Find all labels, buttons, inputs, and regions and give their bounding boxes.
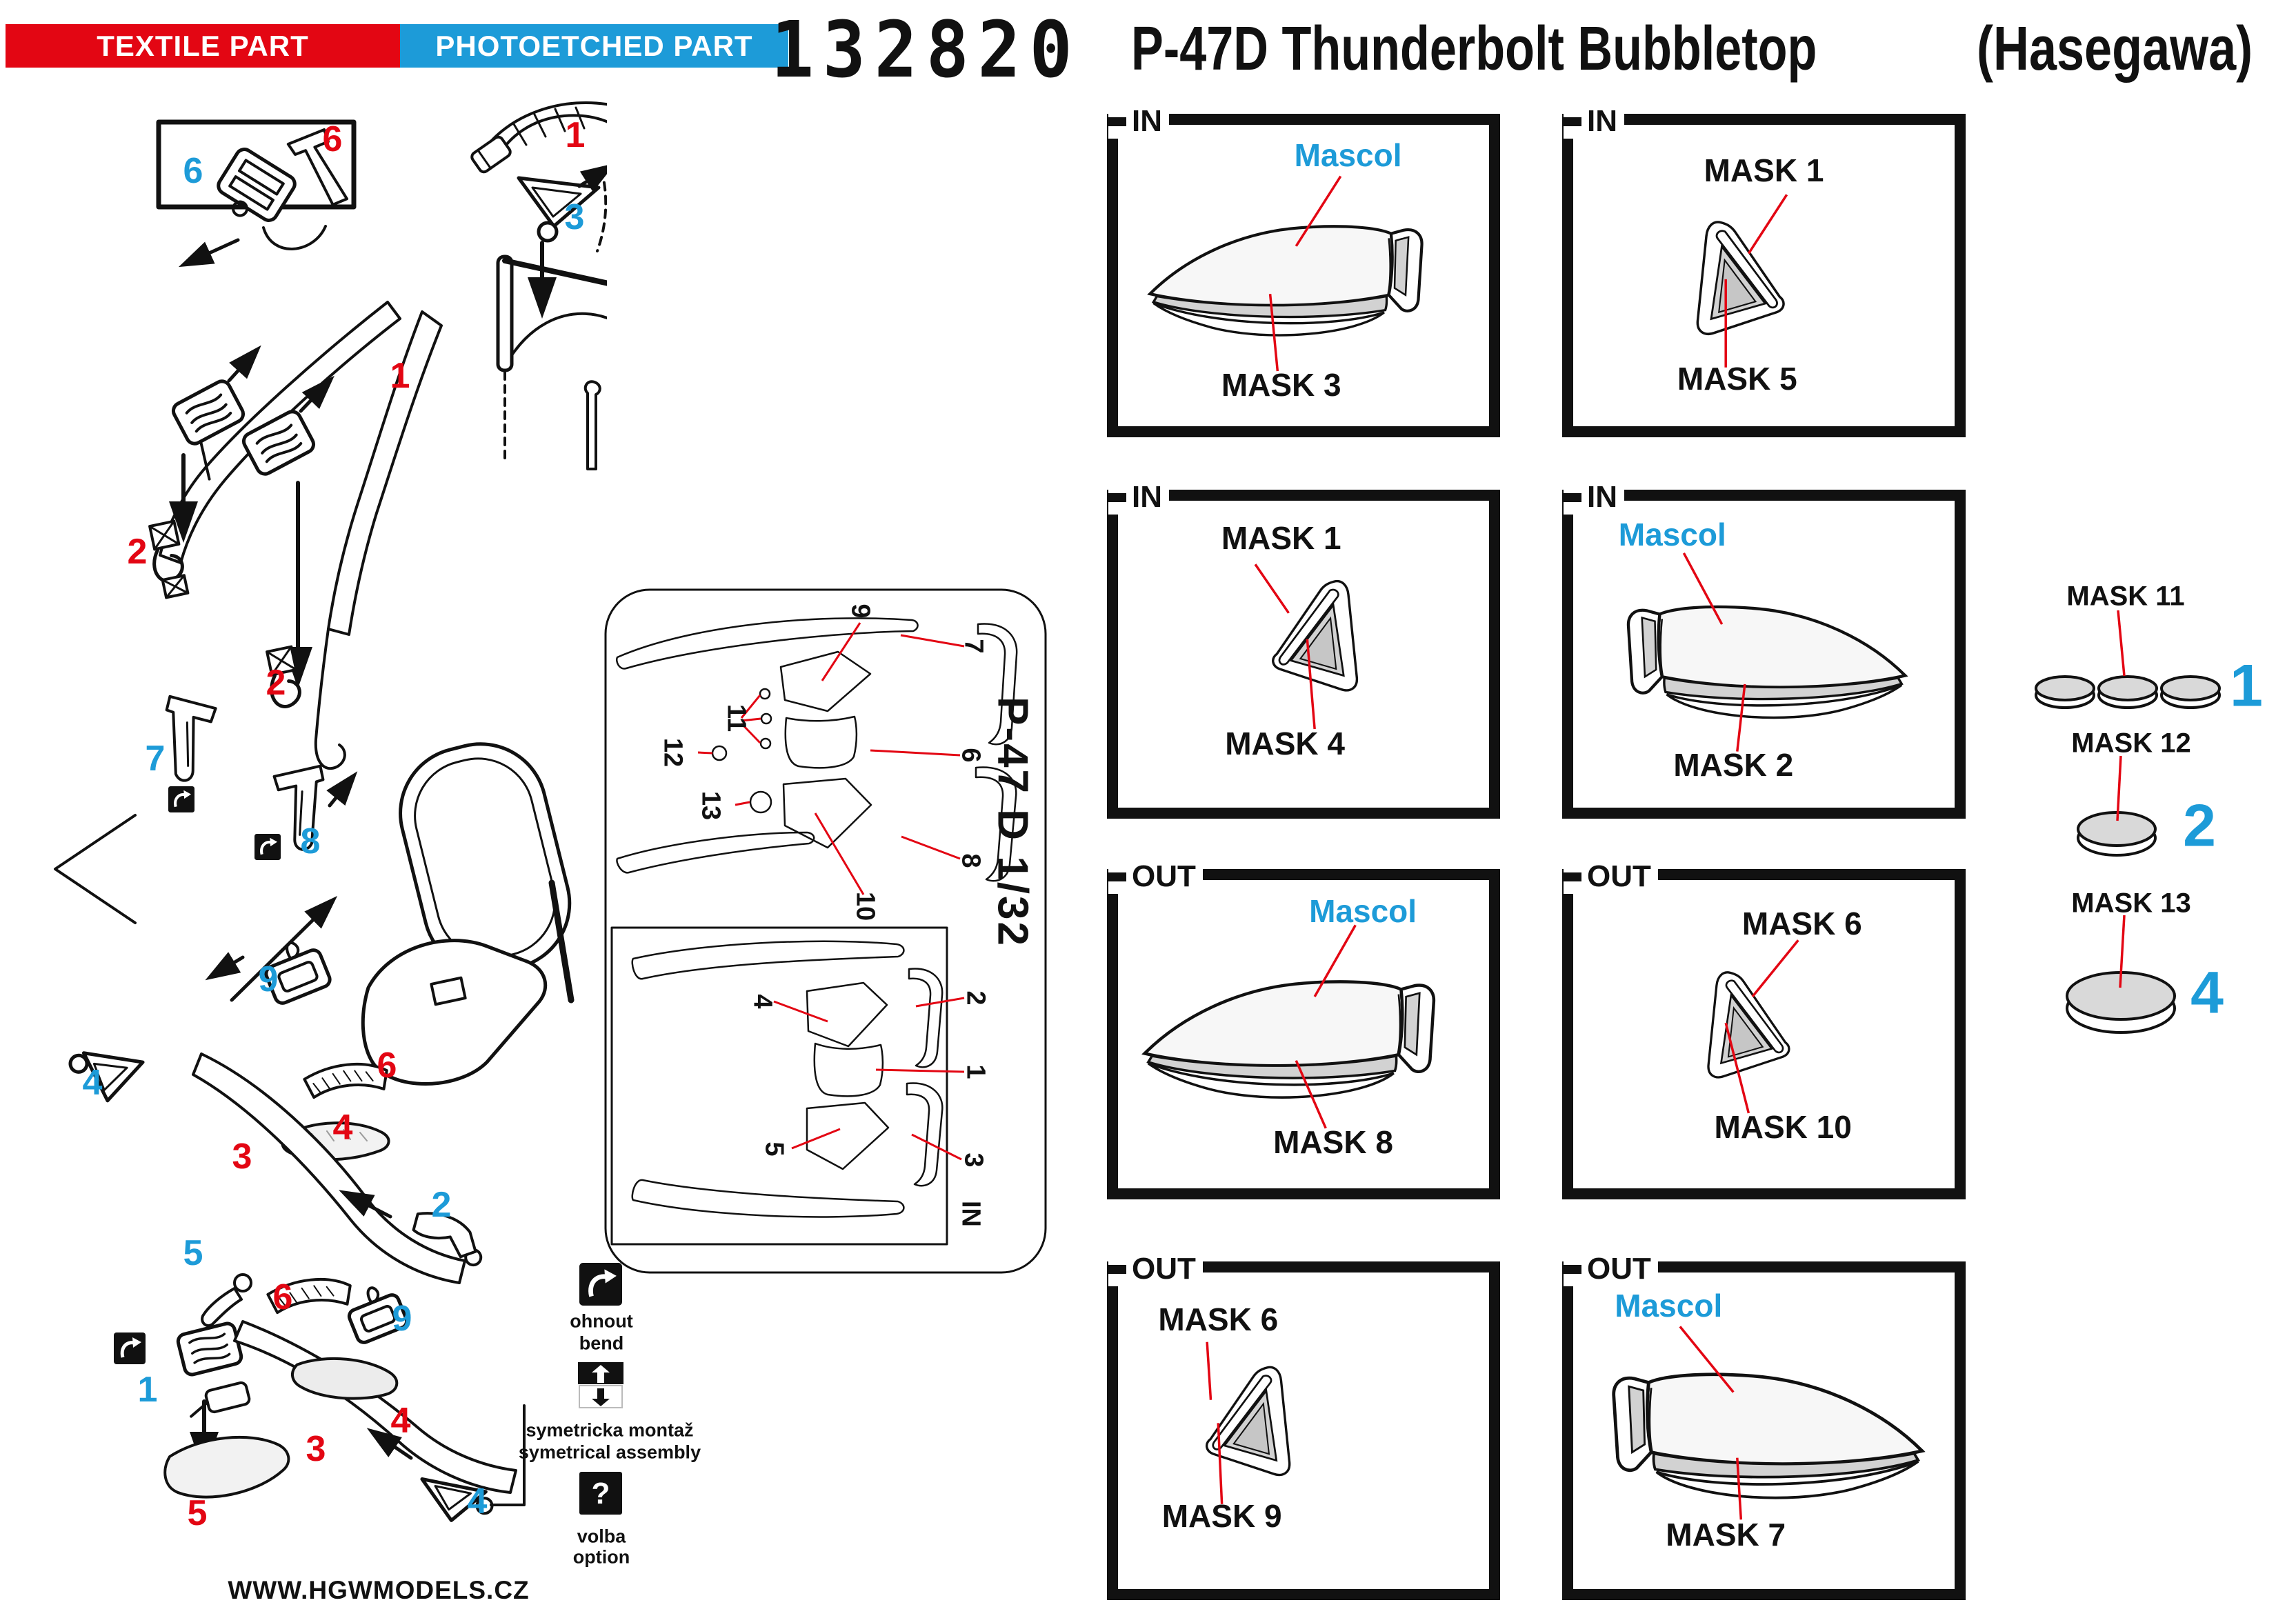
part-number-callout: 4 (82, 1063, 103, 1103)
side-text: OUT (1132, 1252, 1196, 1286)
mask-name-label: MASK 9 (1161, 1497, 1282, 1534)
part-number-callout: 6 (272, 1277, 293, 1317)
part-number-callout: 6 (183, 151, 203, 191)
part-number-callout: 5 (183, 1233, 203, 1273)
mask-name-label: MASK 4 (1225, 725, 1345, 761)
part-number-callout: 9 (258, 959, 279, 999)
mask-panel-out-canopy-7 (1562, 1252, 1966, 1600)
side-text: IN (1587, 104, 1617, 138)
disc-mask-label: MASK 11 (2066, 581, 2185, 612)
part-number-callout: 5 (187, 1493, 208, 1533)
part-number-callout: 3 (232, 1137, 252, 1177)
part-number-callout: 2 (266, 663, 286, 703)
bend-icon (254, 834, 281, 860)
svg-text:?: ? (591, 1477, 610, 1510)
mask-name-label: MASK 7 (1666, 1517, 1786, 1553)
kit-brand: (Hasegawa) (1977, 14, 2253, 83)
mask-name-label: MASK 1 (1221, 519, 1341, 556)
side-text: OUT (1587, 1252, 1651, 1286)
mask-name-label: MASK 1 (1704, 152, 1824, 189)
side-text: OUT (1587, 859, 1651, 893)
photoetched-part-banner: PHOTOETCHED PART (400, 24, 788, 68)
part-number-callout: 9 (392, 1299, 412, 1339)
part-number-callout: 8 (300, 821, 321, 861)
legend-option-cz: volba (577, 1526, 626, 1547)
mask-panel-in-windscreen-5 (1562, 104, 1966, 437)
legend-symmetry-cz: symetricka montaž (526, 1419, 694, 1441)
mask-panel-out-canopy-8 (1107, 859, 1500, 1199)
part-number-callout: 7 (145, 739, 166, 779)
seatbelt-assembly-diagram (0, 83, 607, 1607)
product-code: 132820 (771, 6, 1081, 95)
template-number-callout: 8 (956, 853, 986, 868)
part-number-callout: 4 (390, 1401, 411, 1441)
part-number-callout: 1 (137, 1370, 158, 1410)
mask-panel-in-windscreen-4 (1107, 480, 1500, 819)
mask-panel-in-canopy-2 (1562, 480, 1966, 819)
website-url: WWW.HGWMODELS.CZ (228, 1576, 530, 1604)
mask-name-label: MASK 5 (1677, 360, 1797, 397)
disc-mask-label: MASK 13 (2071, 888, 2191, 919)
bend-icon (579, 1263, 622, 1306)
disc-mask-label: MASK 12 (2071, 728, 2191, 759)
template-number-callout: 12 (658, 737, 688, 768)
side-text: IN (1132, 480, 1162, 514)
template-number-callout: 3 (959, 1152, 988, 1168)
mask-panel-out-windscreen-10 (1562, 859, 1966, 1199)
quantity-number: 1 (2230, 652, 2263, 719)
part-number-callout: 1 (390, 356, 410, 396)
template-number-callout: 1 (961, 1064, 990, 1079)
template-number-callout: 10 (850, 891, 880, 921)
template-number-callout: 4 (748, 994, 777, 1009)
part-number-callout: 3 (564, 197, 585, 237)
mask-name-label: MASK 6 (1158, 1301, 1279, 1338)
textile-part-banner: TEXTILE PART (6, 24, 400, 68)
template-number-callout: 13 (696, 790, 726, 821)
side-text: IN (1132, 104, 1162, 138)
template-number-callout: 5 (759, 1141, 789, 1157)
template-number-callout: 2 (961, 990, 990, 1006)
mask-name-label: MASK 2 (1673, 747, 1794, 783)
page-title: P-47D Thunderbolt Bubbletop (1131, 14, 1817, 83)
mascol-label: Mascol (1615, 1287, 1723, 1324)
template-number-callout: 11 (721, 703, 751, 732)
part-number-callout: 1 (565, 115, 586, 155)
bend-icon (168, 786, 194, 812)
side-text: OUT (1132, 859, 1196, 893)
part-number-callout: 6 (322, 119, 343, 159)
part-number-callout: 2 (431, 1185, 452, 1225)
template-number-callout: 9 (846, 603, 875, 619)
template-number-callout: IN (956, 1201, 986, 1227)
part-number-callout: 4 (467, 1481, 488, 1521)
legend-symmetry-en: symetrical assembly (518, 1441, 701, 1463)
mascol-label: Mascol (1294, 137, 1402, 174)
option-icon (579, 1472, 622, 1515)
mask-name-label: MASK 3 (1221, 366, 1341, 403)
mask-panel-out-windscreen-9 (1107, 1252, 1500, 1600)
legend-option-en: option (572, 1546, 630, 1568)
legend-bend-en: bend (579, 1332, 624, 1354)
legend-bend-cz: ohnout (570, 1310, 633, 1332)
part-number-callout: 6 (377, 1046, 397, 1086)
mask-template-sheet (600, 583, 1055, 1279)
mascol-label: Mascol (1618, 517, 1726, 553)
template-number-callout: 6 (956, 748, 986, 763)
part-number-callout: 2 (127, 532, 148, 572)
mask-panel-in-canopy-3 (1107, 104, 1500, 437)
mask-name-label: MASK 6 (1741, 905, 1862, 941)
bend-icon (114, 1332, 146, 1364)
part-number-callout: 4 (332, 1108, 353, 1148)
symmetry-icon (578, 1362, 623, 1409)
template-number-callout: 7 (959, 639, 988, 654)
mask-name-label: MASK 10 (1714, 1108, 1852, 1145)
part-number-callout: 3 (306, 1429, 326, 1469)
mascol-label: Mascol (1309, 892, 1417, 929)
side-text: IN (1587, 480, 1617, 514)
mask-name-label: MASK 8 (1273, 1124, 1393, 1161)
template-scale-label: P-47 D 1/32 (988, 697, 1037, 948)
quantity-number: 2 (2183, 792, 2216, 859)
quantity-number: 4 (2190, 959, 2224, 1026)
